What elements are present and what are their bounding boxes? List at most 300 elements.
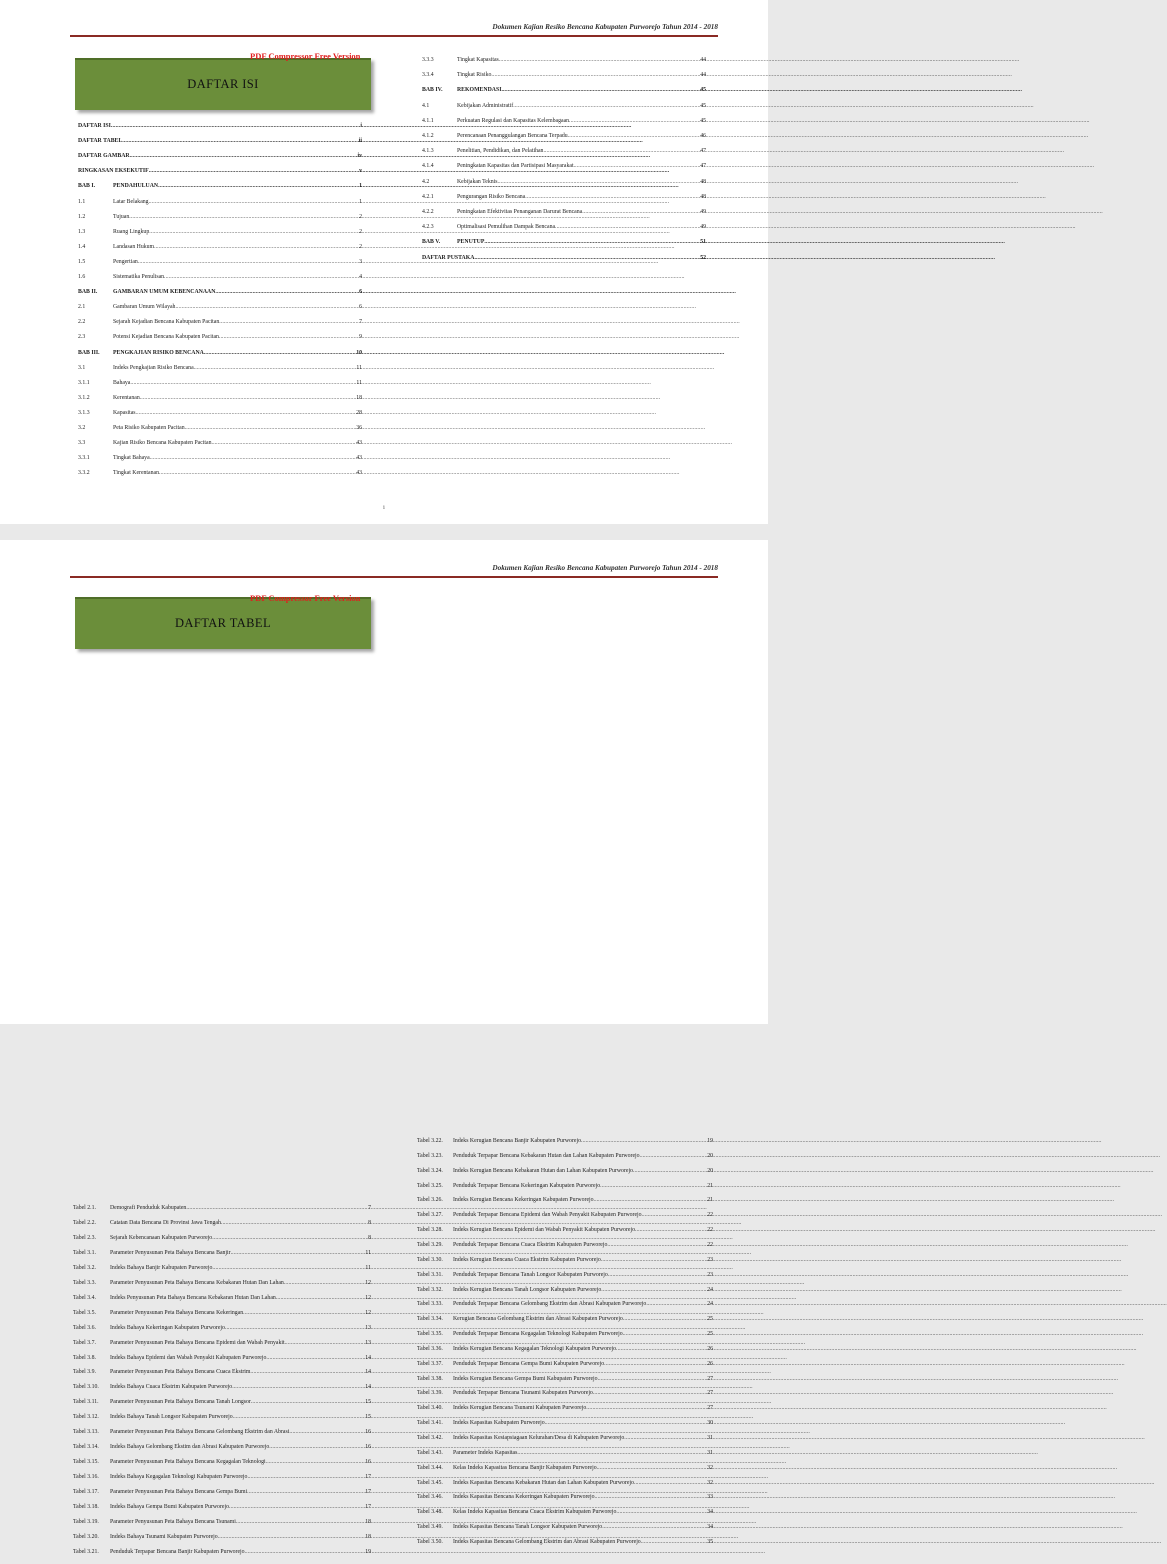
entry-number: 4.1.1 [422,117,434,124]
table-list-entry [73,1487,371,1497]
entry-title: Indeks Pengkajian Risiko Bencana ..... [113,363,345,373]
entry-title: Indeks Kapasitas Bencana Kebakaran Hutan dan Lahan Kabupaten Purworejo ..... [453,1478,704,1488]
entry-page-number: 27 [707,1375,713,1382]
toc-entry [422,85,706,95]
entry-number: Tabel 3.32. [417,1286,443,1293]
entry-number: Tabel 3.10. [73,1384,99,1391]
entry-title: Indeks Kapasitas Kabupaten Purworejo ..... [453,1418,704,1428]
toc-list-left [78,121,362,491]
entry-title: Parameter Penyusunan Peta Bahaya Bencana Tsunami ..... [110,1517,361,1527]
entry-title: Penduduk Terpapar Bencana Cuaca Ekstrim Kabupaten Purworejo ..... [453,1240,704,1250]
entry-number: Tabel 3.12. [73,1414,99,1421]
entry-page-number: 43 [356,455,362,462]
table-list-entry [73,1248,371,1258]
entry-title: Penduduk Terpapar Bencana Tanah Longsor Kabupaten Purworejo ..... [453,1270,704,1280]
entry-title: Kebijakan Administratif ..... [457,101,689,111]
entry-page-number: 1 [359,183,362,190]
table-list-entry [417,1166,713,1176]
table-list-entry [73,1532,371,1542]
entry-page-number: 26 [707,1345,713,1352]
entry-page-number: 43 [356,470,362,477]
entry-title: Bahaya ..... [113,378,345,388]
entry-number: Tabel 3.43. [417,1449,443,1456]
entry-title: Kelas Indeks Kapasitas Bencana Cuaca Ekstrim Kabupaten Purworejo ..... [453,1507,704,1517]
entry-title: Parameter Penyusunan Peta Bahaya Bencana Banjir ..... [110,1248,361,1258]
entry-title: Indeks Bahaya Tanah Longsor Kabupaten Purworejo ..... [110,1412,361,1422]
entry-number: Tabel 3.28. [417,1227,443,1234]
entry-page-number: 18 [365,1533,371,1540]
toc-entry [422,222,706,232]
table-list-entry [417,1181,713,1191]
entry-title: GAMBARAN UMUM KEBENCANAAN ..... [113,287,345,297]
entry-page-number: 52 [700,254,706,261]
entry-title: Pengurangan Risiko Bencana ..... [457,192,689,202]
entry-page-number: 15 [365,1399,371,1406]
entry-number: 4.1 [422,102,430,109]
entry-number: Tabel 3.50. [417,1538,443,1545]
entry-title: Indeks Bahaya Banjir Kabupaten Purworejo ..... [110,1263,361,1273]
entry-number: Tabel 3.26. [417,1197,443,1204]
entry-title: Penduduk Terpapar Bencana Banjir Kabupaten Purworejo ..... [110,1547,361,1557]
entry-page-number: 34 [707,1524,713,1531]
entry-number: Tabel 3.8. [73,1354,96,1361]
entry-number: 3.3.2 [78,470,90,477]
entry-page-number: 27 [707,1390,713,1397]
entry-page-number: 4 [359,274,362,280]
table-list-entry [73,1263,371,1273]
entry-page-number: 2 [359,213,362,220]
entry-title: Perencanaan Penanggulangan Bencana Terpadu ..... [457,131,689,141]
entry-page-number: 22 [707,1227,713,1234]
toc-entry [78,242,362,252]
section-title: DAFTAR ISI [187,77,259,91]
entry-page-number: 3 [359,258,362,265]
entry-number: Tabel 3.19. [73,1518,99,1525]
table-list-entry [73,1397,371,1407]
table-list-entry [417,1374,713,1384]
entry-number: Tabel 3.27. [417,1212,443,1219]
entry-page-number: 6 [359,304,362,311]
entry-page-number: 16 [365,1444,371,1451]
entry-number: Tabel 3.30. [417,1256,443,1263]
entry-number: Tabel 3.7. [73,1339,96,1346]
entry-page-number: 44 [700,72,706,79]
table-list-entry [417,1195,713,1205]
entry-title: Indeks Kerugian Bencana Cuaca Ekstrim Kabupaten Purworejo ..... [453,1255,704,1265]
entry-number: Tabel 2.2. [73,1219,96,1226]
entry-number: Tabel 2.1. [73,1205,96,1211]
entry-page-number: 14 [365,1369,371,1376]
toc-entry [78,468,362,478]
entry-page-number: 35 [707,1538,713,1545]
table-list-entry [417,1433,713,1443]
entry-number: Tabel 3.48. [417,1509,443,1516]
entry-number: Tabel 3.35. [417,1331,443,1338]
entry-title: Indeks Penyusunan Peta Bahaya Bencana Kebakaran Hutan Dan Lahan ..... [110,1293,361,1303]
toc-entry [78,378,362,388]
table-list-entry [73,1382,371,1392]
entry-number: 4.1.3 [422,148,434,155]
entry-title: Peningkatan Kapasitas dan Partisipasi Masyarakat ..... [457,161,689,171]
toc-entry [78,272,362,282]
entry-page-number: 18 [356,394,362,401]
entry-page-number: 16 [365,1429,371,1436]
entry-title: Peningkatan Efektivitas Penanganan Darurat Bencana ..... [457,207,689,217]
entry-number: Tabel 3.22. [417,1138,443,1144]
entry-number: Tabel 3.25. [417,1182,443,1189]
entry-page-number: 28 [356,409,362,416]
entry-number: 2.2 [78,319,86,326]
entry-number: 4.2.1 [422,193,434,200]
toc-entry [78,408,362,418]
table-list-entry [73,1547,371,1557]
entry-number: Tabel 3.37. [417,1360,443,1367]
entry-page-number: 27 [707,1405,713,1412]
entry-page-number: 2 [359,243,362,250]
entry-number: Tabel 3.17. [73,1489,99,1496]
entry-number: Tabel 3.38. [417,1375,443,1382]
entry-title: Indeks Kapasitas Bencana Gelombang Ekstrim dan Abrasi Kabupaten Purworejo ..... [453,1537,704,1547]
entry-number: Tabel 3.34. [417,1316,443,1323]
toc-entry [78,136,362,146]
entry-title: PENGKAJIAN RISIKO BENCANA ..... [113,348,345,358]
entry-title: Parameter Penyusunan Peta Bahaya Bencana Tanah Longsor ..... [110,1397,361,1407]
toc-entry [78,181,362,191]
entry-page-number: 12 [365,1309,371,1316]
entry-title: Parameter Penyusunan Peta Bahaya Bencana Kekeringan ..... [110,1308,361,1318]
table-list-entry [73,1233,371,1243]
entry-title: Kajian Risiko Bencana Kabupaten Pacitan ..... [113,438,345,448]
table-list-entry [417,1478,713,1488]
entry-title: Perkuatan Regulasi dan Kapasitas Kelembagaan ..... [457,116,689,126]
entry-title: Indeks Kerugian Bencana Kekeringan Kabupaten Purworejo ..... [453,1195,704,1205]
page-number: i [383,505,385,511]
table-list-entry [417,1210,713,1220]
table-list-entry [417,1255,713,1265]
table-list-entry [73,1472,371,1482]
entry-page-number: 25 [707,1316,713,1323]
entry-title: Penduduk Terpapar Bencana Kekeringan Kabupaten Purworejo ..... [453,1181,704,1191]
entry-title: Parameter Penyusunan Peta Bahaya Bencana Cuaca Ekstrim ..... [110,1367,361,1377]
entry-number: 3.3.4 [422,72,434,79]
entry-number: Tabel 3.36. [417,1345,443,1352]
entry-title: Ruang Lingkup ..... [113,227,345,237]
entry-number: Tabel 3.20. [73,1533,99,1540]
entry-title: Penduduk Terpapar Bencana Tsunami Kabupaten Purworejo ..... [453,1388,704,1398]
table-list-entry [417,1344,713,1354]
entry-number: Tabel 3.5. [73,1309,96,1316]
section-title: DAFTAR TABEL [175,616,271,630]
section-banner [75,597,371,649]
entry-number: 3.1 [78,364,86,371]
entry-title: Indeks Bahaya Epidemi dan Wabah Penyakit Kabupaten Purworejo ..... [110,1353,361,1363]
table-list-entry [417,1522,713,1532]
entry-number: Tabel 3.3. [73,1279,96,1286]
entry-page-number: 8 [368,1219,371,1226]
entry-title: Penduduk Terpapar Bencana Epidemi dan Wabah Penyakit Kabupaten Purworejo ..... [453,1210,704,1220]
entry-page-number: 1 [359,198,362,205]
entry-number: Tabel 3.39. [417,1390,443,1397]
entry-number: Tabel 3.4. [73,1294,96,1301]
entry-title: Indeks Kerugian Bencana Kegagalan Teknologi Kabupaten Purworejo ..... [453,1344,704,1354]
entry-title: Parameter Indeks Kapasitas ..... [453,1448,704,1458]
entry-number: 3.3 [78,440,86,447]
entry-number: 3.3.3 [422,57,434,63]
table-list-entry [417,1448,713,1458]
entry-number: 3.1.3 [78,409,90,416]
entry-page-number: 16 [365,1459,371,1466]
table-list-entry [73,1442,371,1452]
entry-number: Tabel 2.3. [73,1234,96,1241]
entry-title: Indeks Kapasitas Bencana Tanah Longsor Kabupaten Purworejo ..... [453,1522,704,1532]
table-list-entry [417,1285,713,1295]
toc-list-right [422,55,706,265]
entry-number: Tabel 3.9. [73,1369,96,1376]
entry-title: Parameter Penyusunan Peta Bahaya Bencana Gelombang Ekstrim dan Abrasi ..... [110,1427,361,1437]
entry-title: Sejarah Kejadian Bencana Kabupaten Pacitan ..... [113,317,345,327]
entry-title: Indeks Bahaya Kegagalan Teknologi Kabupaten Purworejo ..... [110,1472,361,1482]
table-list-entry [417,1507,713,1517]
entry-title: DAFTAR ISI ..... [78,121,345,131]
entry-number: BAB IV. [422,87,443,94]
entry-title: Tingkat Kerentanan ..... [113,468,345,478]
entry-page-number: 11 [365,1264,371,1271]
entry-title: DAFTAR PUSTAKA ..... [422,253,689,263]
entry-page-number: 31 [707,1435,713,1441]
entry-title: Kerentanan ..... [113,393,345,403]
entry-title: Kerugian Bencana Gelombang Ekstrim dan Abrasi Kabupaten Purworejo ..... [453,1314,704,1324]
entry-page-number: 19 [707,1138,713,1144]
entry-number: Tabel 3.29. [417,1241,443,1248]
entry-page-number: 49 [700,209,706,215]
entry-number: 3.2 [78,425,86,431]
table-list-entry [73,1338,371,1348]
table-list-entry [73,1517,371,1527]
table-list-left [73,1203,371,1563]
entry-title: Indeks Kerugian Bencana Epidemi dan Wabah Penyakit Kabupaten Purworejo ..... [453,1225,704,1235]
toc-entry [422,161,706,171]
entry-number: 1.1 [78,198,86,205]
entry-number: 1.6 [78,274,86,280]
table-list-entry [73,1367,371,1377]
toc-entry [422,116,706,126]
entry-number: Tabel 3.40. [417,1405,443,1412]
entry-page-number: 33 [707,1494,713,1501]
entry-number: 3.1.2 [78,394,90,401]
entry-page-number: 18 [365,1518,371,1525]
entry-title: Latar Belakang ..... [113,197,345,207]
page-header-text: Dokumen Kajian Resiko Bencana Kabupaten Purworejo Tahun 2014 - 2018 [492,564,718,572]
entry-page-number: 15 [365,1414,371,1421]
entry-title: PENDAHULUAN ..... [113,181,345,191]
entry-page-number: 46 [700,133,706,139]
entry-number: BAB II. [78,289,98,296]
table-list-entry [73,1308,371,1318]
entry-title: Indeks Kerugian Bencana Tsunami Kabupaten Purworejo ..... [453,1403,704,1413]
entry-page-number: 13 [365,1324,371,1331]
entry-page-number: 13 [365,1339,371,1346]
entry-page-number: 19 [365,1548,371,1555]
entry-page-number: 47 [700,163,706,170]
entry-number: 3.3.1 [78,455,90,462]
entry-page-number: 23 [707,1271,713,1278]
entry-number: 4.2.2 [422,209,434,215]
entry-title: Optimalisasi Pemulihan Dampak Bencana ..... [457,222,689,232]
entry-number: 1.5 [78,258,86,265]
entry-title: Gambaran Umum Wilayah ..... [113,302,345,312]
entry-title: Pengertian ..... [113,257,345,267]
toc-entry [422,101,706,111]
entry-number: Tabel 3.16. [73,1474,99,1481]
document-page-2 [0,540,768,1555]
table-list-entry [73,1218,371,1228]
table-list-entry [417,1299,713,1309]
entry-title: Demografi Penduduk Kabupaten ..... [110,1203,361,1213]
entry-page-number: ii [358,138,362,145]
entry-title: Penduduk Terpapar Bencana Kegagalan Teknologi Kabupaten Purworejo ..... [453,1329,704,1339]
entry-number: Tabel 3.31. [417,1271,443,1278]
entry-title: Indeks Kapasitas Kesiapsiagaan Kelurahan/Desa di Kabupaten Purworejo ..... [453,1433,704,1443]
entry-title: DAFTAR TABEL ..... [78,136,345,146]
entry-title: Kelas Indeks Kapasitas Bencana Banjir Kabupaten Purworejo ..... [453,1463,704,1473]
entry-number: Tabel 3.33. [417,1301,443,1308]
toc-entry [422,177,706,187]
watermark: PDF Compressor Free Version [250,593,361,603]
entry-title: Indeks Kerugian Bencana Tanah Longsor Kabupaten Purworejo ..... [453,1285,704,1295]
entry-page-number: 32 [707,1479,713,1486]
table-list-entry [417,1225,713,1235]
toc-entry [78,317,362,327]
toc-entry [422,253,706,263]
entry-number: Tabel 3.2. [73,1264,96,1271]
entry-page-number: 11 [365,1249,371,1256]
entry-page-number: 43 [356,440,362,447]
entry-title: Penduduk Terpapar Bencana Kebakaran Hutan dan Lahan Kabupaten Purworejo ..... [453,1151,704,1161]
entry-title: Parameter Penyusunan Peta Bahaya Bencana Kebakaran Hutan Dan Lahan ..... [110,1278,361,1288]
entry-title: Sistematika Penulisan ..... [113,272,345,282]
entry-number: 4.1.4 [422,163,434,170]
entry-page-number: 7 [359,319,362,326]
table-list-entry [73,1278,371,1288]
entry-number: 2.1 [78,304,86,311]
entry-page-number: 7 [368,1205,371,1211]
toc-entry [78,197,362,207]
entry-number: Tabel 3.23. [417,1152,443,1159]
entry-title: Kapasitas ..... [113,408,345,418]
table-list-entry [73,1502,371,1512]
entry-number: 4.2 [422,178,430,185]
entry-number: 4.1.2 [422,133,434,139]
entry-page-number: 8 [368,1234,371,1241]
entry-page-number: 48 [700,178,706,185]
entry-page-number: 31 [707,1449,713,1456]
entry-title: Indeks Bahaya Cuaca Ekstrim Kabupaten Purworejo ..... [110,1382,361,1392]
table-list-entry [417,1492,713,1502]
entry-page-number: 26 [707,1360,713,1367]
entry-title: Sejarah Kebencanaan Kabupaten Purworejo ..... [110,1233,361,1243]
entry-number: Tabel 3.46. [417,1494,443,1501]
entry-title: Tingkat Risiko ..... [457,70,689,80]
entry-page-number: 49 [700,224,706,231]
entry-page-number: 10 [356,349,362,356]
toc-entry [78,166,362,176]
entry-title: Peta Risiko Kabupaten Pacitan ..... [113,423,345,433]
entry-page-number: 51 [700,239,706,246]
entry-page-number: 14 [365,1354,371,1361]
table-list-entry [73,1457,371,1467]
entry-page-number: 20 [707,1167,713,1174]
entry-title: Landasan Hukum ..... [113,242,345,252]
entry-number: Tabel 3.44. [417,1464,443,1471]
entry-number: 1.4 [78,243,86,250]
entry-number: Tabel 3.11. [73,1399,99,1406]
entry-page-number: 21 [707,1197,713,1204]
table-list-entry [417,1270,713,1280]
toc-entry [78,332,362,342]
entry-number: 1.3 [78,228,86,235]
entry-title: Tujuan ..... [113,212,345,222]
entry-page-number: 12 [365,1294,371,1301]
header-rule [70,35,718,37]
table-list-entry [73,1203,371,1213]
entry-title: Penduduk Terpapar Bencana Gempa Bumi Kabupaten Purworejo ..... [453,1359,704,1369]
entry-page-number: 9 [359,334,362,341]
entry-page-number: 47 [700,148,706,155]
table-list-entry [417,1463,713,1473]
watermark: PDF Compressor Free Version [250,51,361,61]
entry-title: Parameter Penyusunan Peta Bahaya Bencana Epidemi dan Wabah Penyakit ..... [110,1338,361,1348]
table-list-entry [417,1537,713,1547]
entry-number: Tabel 3.24. [417,1167,443,1174]
entry-title: DAFTAR GAMBAR ..... [78,151,345,161]
toc-entry [78,257,362,267]
toc-entry [78,212,362,222]
entry-number: Tabel 3.14. [73,1444,99,1451]
entry-page-number: 45 [700,102,706,109]
table-list-entry [417,1240,713,1250]
toc-entry [78,287,362,297]
toc-entry [78,423,362,433]
entry-number: Tabel 3.42. [417,1435,443,1441]
toc-entry [78,348,362,358]
entry-title: Indeks Bahaya Kekeringan Kabupaten Purworejo ..... [110,1323,361,1333]
entry-title: Indeks Kerugian Bencana Gempa Bumi Kabupaten Purworejo ..... [453,1374,704,1384]
table-list-right [417,1136,713,1564]
entry-number: 4.2.3 [422,224,434,231]
toc-entry [78,121,362,131]
entry-number: Tabel 3.41. [417,1420,443,1427]
entry-page-number: 11 [356,364,362,371]
toc-entry [78,393,362,403]
toc-entry [78,453,362,463]
entry-title: Parameter Penyusunan Peta Bahaya Bencana Kegagalan Teknologi ..... [110,1457,361,1467]
entry-number: 1.2 [78,213,86,220]
entry-number: Tabel 3.49. [417,1524,443,1531]
header-rule [70,576,718,578]
entry-number: BAB III. [78,349,100,356]
toc-entry [422,237,706,247]
table-list-entry [73,1323,371,1333]
entry-page-number: 22 [707,1241,713,1248]
entry-page-number: 12 [365,1279,371,1286]
entry-page-number: 32 [707,1464,713,1471]
toc-entry [422,207,706,217]
entry-title: Indeks Bahaya Gelombang Ekstim dan Abrasi Kabupaten Purworejo ..... [110,1442,361,1452]
entry-title: Parameter Penyusunan Peta Bahaya Bencana Gempa Bumi ..... [110,1487,361,1497]
table-list-entry [73,1293,371,1303]
entry-number: 2.3 [78,334,86,341]
toc-entry [78,363,362,373]
